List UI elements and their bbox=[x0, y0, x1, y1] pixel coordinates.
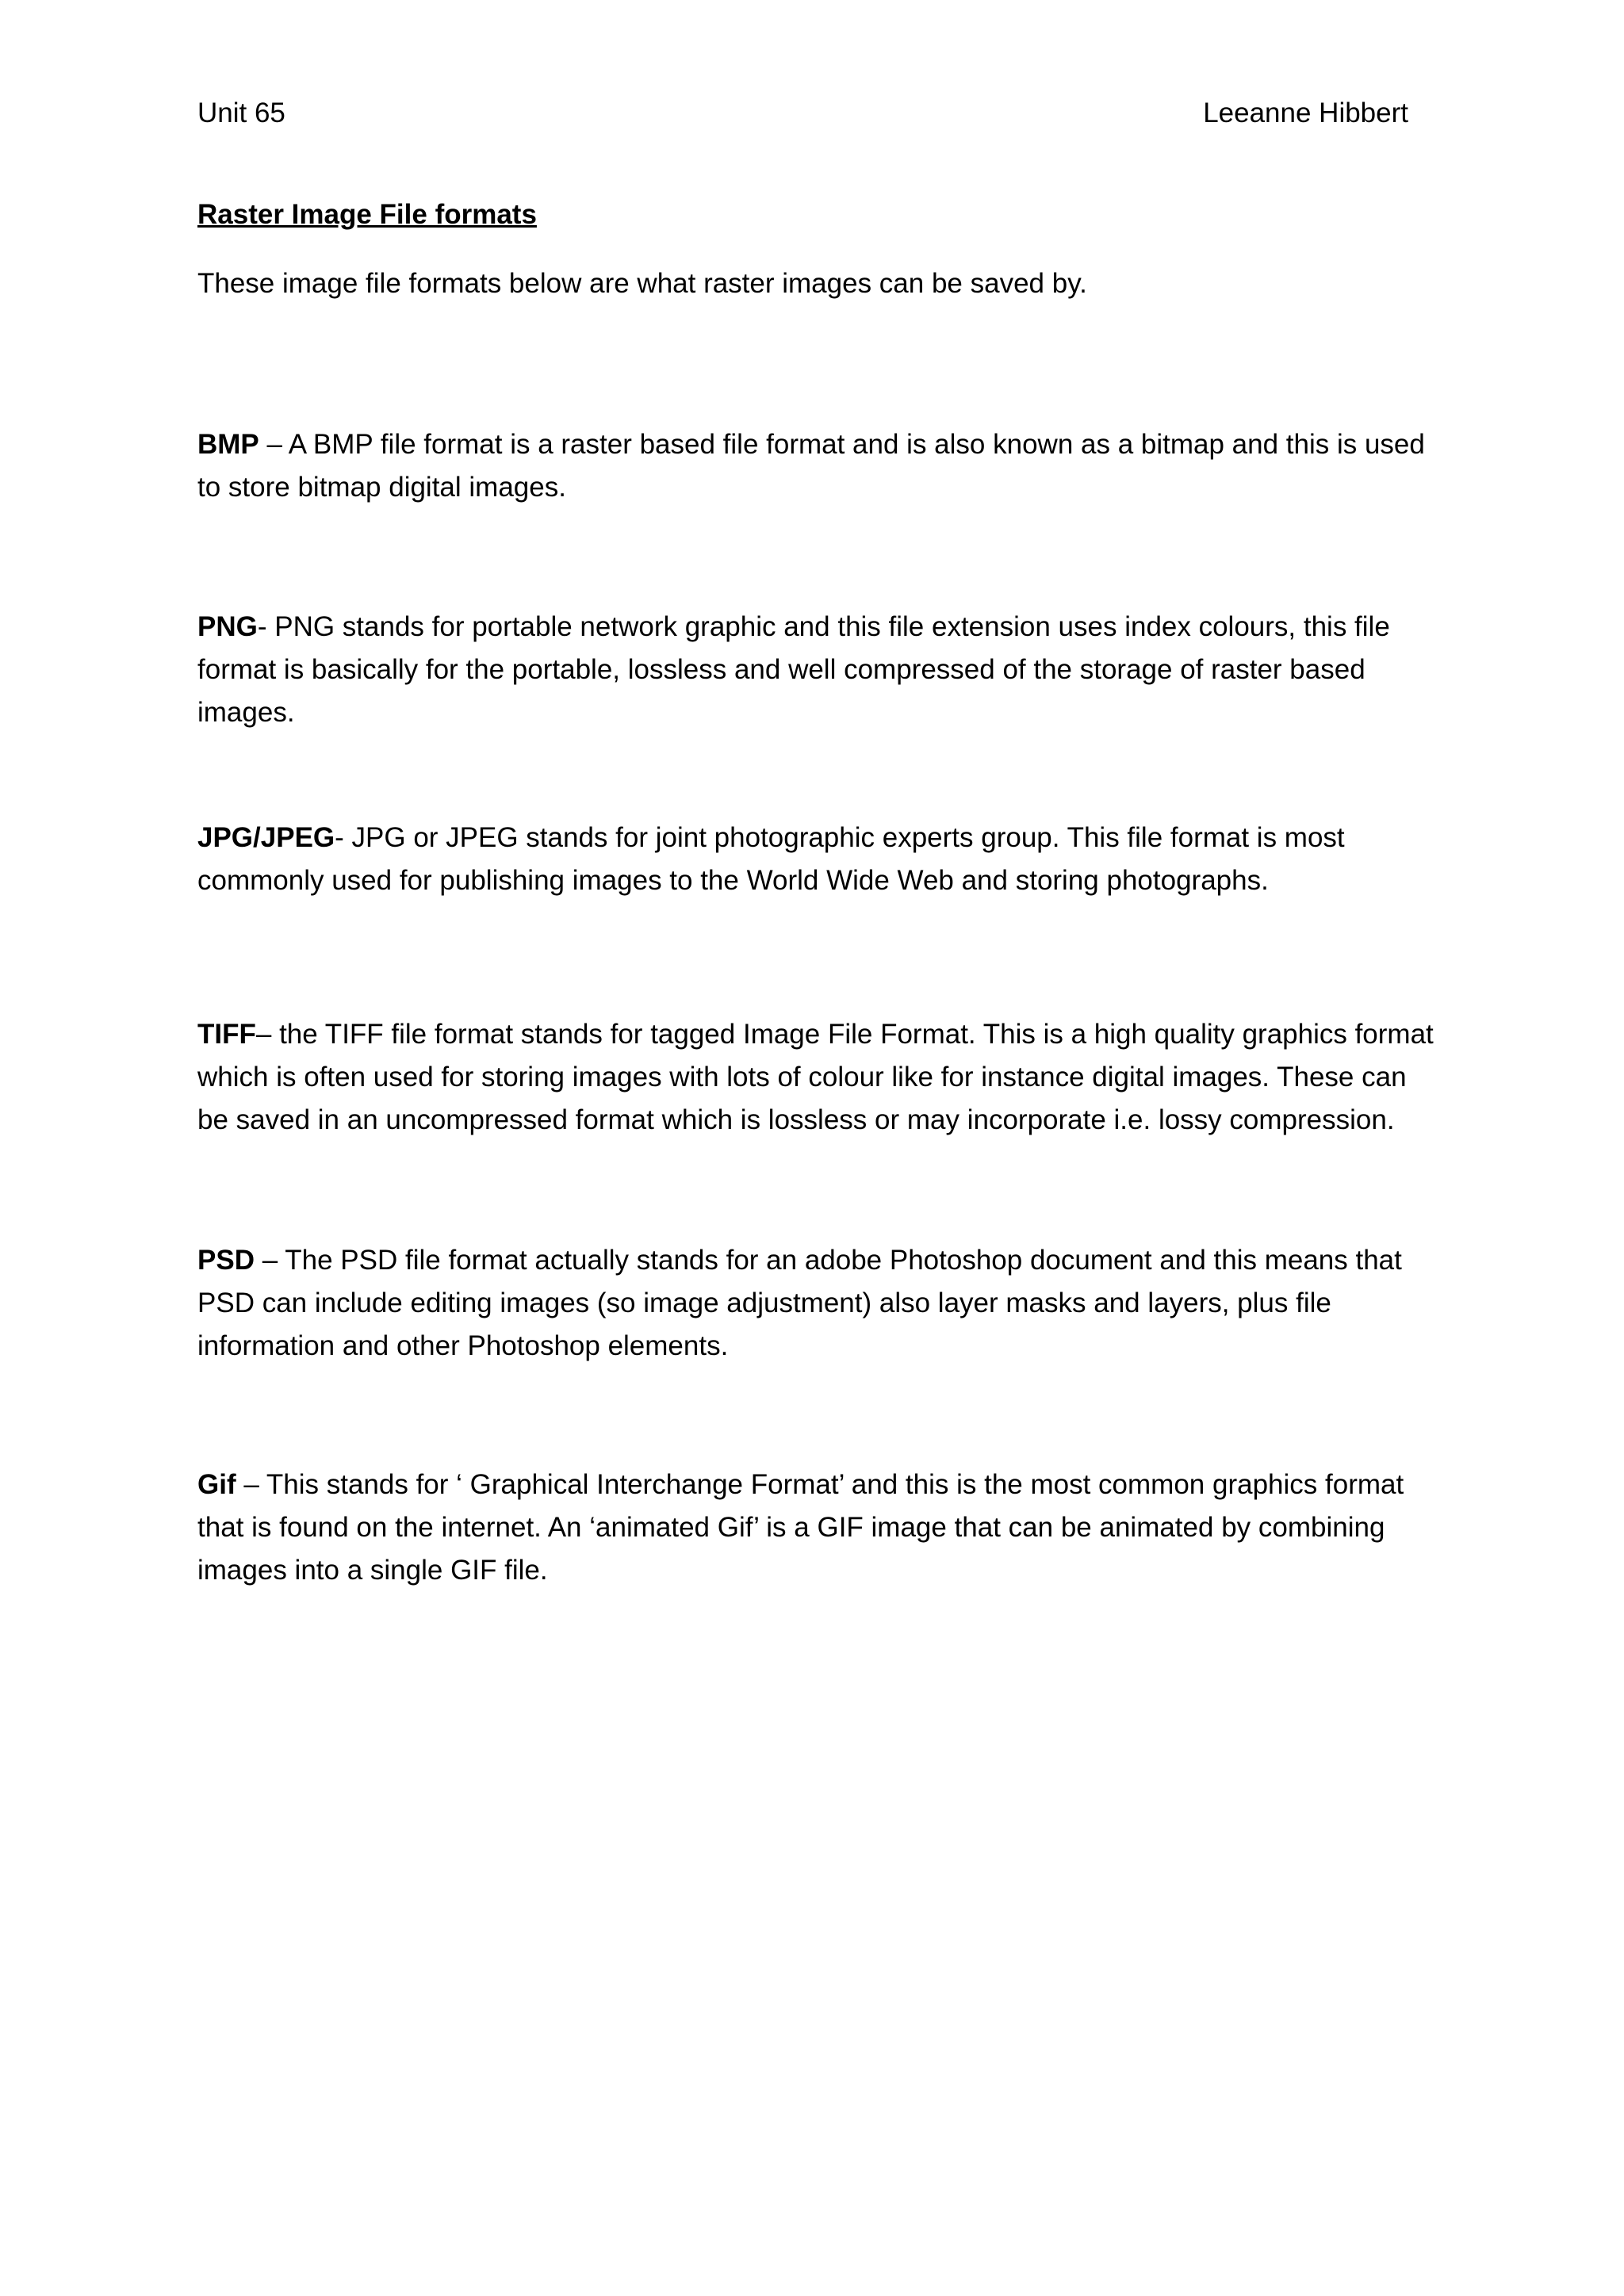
format-entry-gif bbox=[197, 1464, 1434, 1592]
format-description: - JPG or JPEG stands for joint photographic experts group. This file format is most commonly used for publishing images to the World Wide Web and storing photographs. bbox=[197, 822, 1345, 896]
format-term: TIFF bbox=[197, 1019, 256, 1050]
intro-paragraph: These image file formats below are what raster images can be saved by. bbox=[197, 268, 1087, 299]
format-entry-bmp bbox=[197, 423, 1434, 509]
format-entry-tiff bbox=[197, 1013, 1434, 1142]
format-term: PNG bbox=[197, 611, 258, 642]
format-term: JPG/JPEG bbox=[197, 822, 335, 853]
format-term: Gif bbox=[197, 1469, 236, 1500]
format-entry-jpg bbox=[197, 817, 1434, 902]
format-term: BMP bbox=[197, 429, 259, 460]
format-description: – This stands for ‘ Graphical Interchange Format’ and this is the most common graphics format that is found on the internet. An ‘animated Gif’ is a GIF image that can be animated by combining images into a single GIF file. bbox=[197, 1469, 1404, 1586]
format-description: – the TIFF file format stands for tagged Image File Format. This is a high quality graphics format which is often used for storing images with lots of colour like for instance digital images. These can be saved in an uncompressed format which is lossless or may incorporate i.e. lossy compression. bbox=[197, 1019, 1434, 1135]
page-title: Raster Image File formats bbox=[197, 199, 537, 230]
unit-label: Unit 65 bbox=[197, 98, 285, 128]
format-description: - PNG stands for portable network graphic and this file extension uses index colours, this file format is basically for the portable, lossless and well compressed of the storage of raster based images. bbox=[197, 611, 1390, 728]
format-entry-psd bbox=[197, 1239, 1434, 1368]
format-description: – The PSD file format actually stands for an adobe Photoshop document and this means that PSD can include editing images (so image adjustment) also layer masks and layers, plus file information and other Photoshop elements. bbox=[197, 1245, 1402, 1361]
format-description: – A BMP file format is a raster based file format and is also known as a bitmap and this is used to store bitmap digital images. bbox=[197, 429, 1425, 503]
format-term: PSD bbox=[197, 1245, 255, 1276]
format-entry-png bbox=[197, 606, 1434, 734]
author-name: Leeanne Hibbert bbox=[1203, 98, 1408, 128]
